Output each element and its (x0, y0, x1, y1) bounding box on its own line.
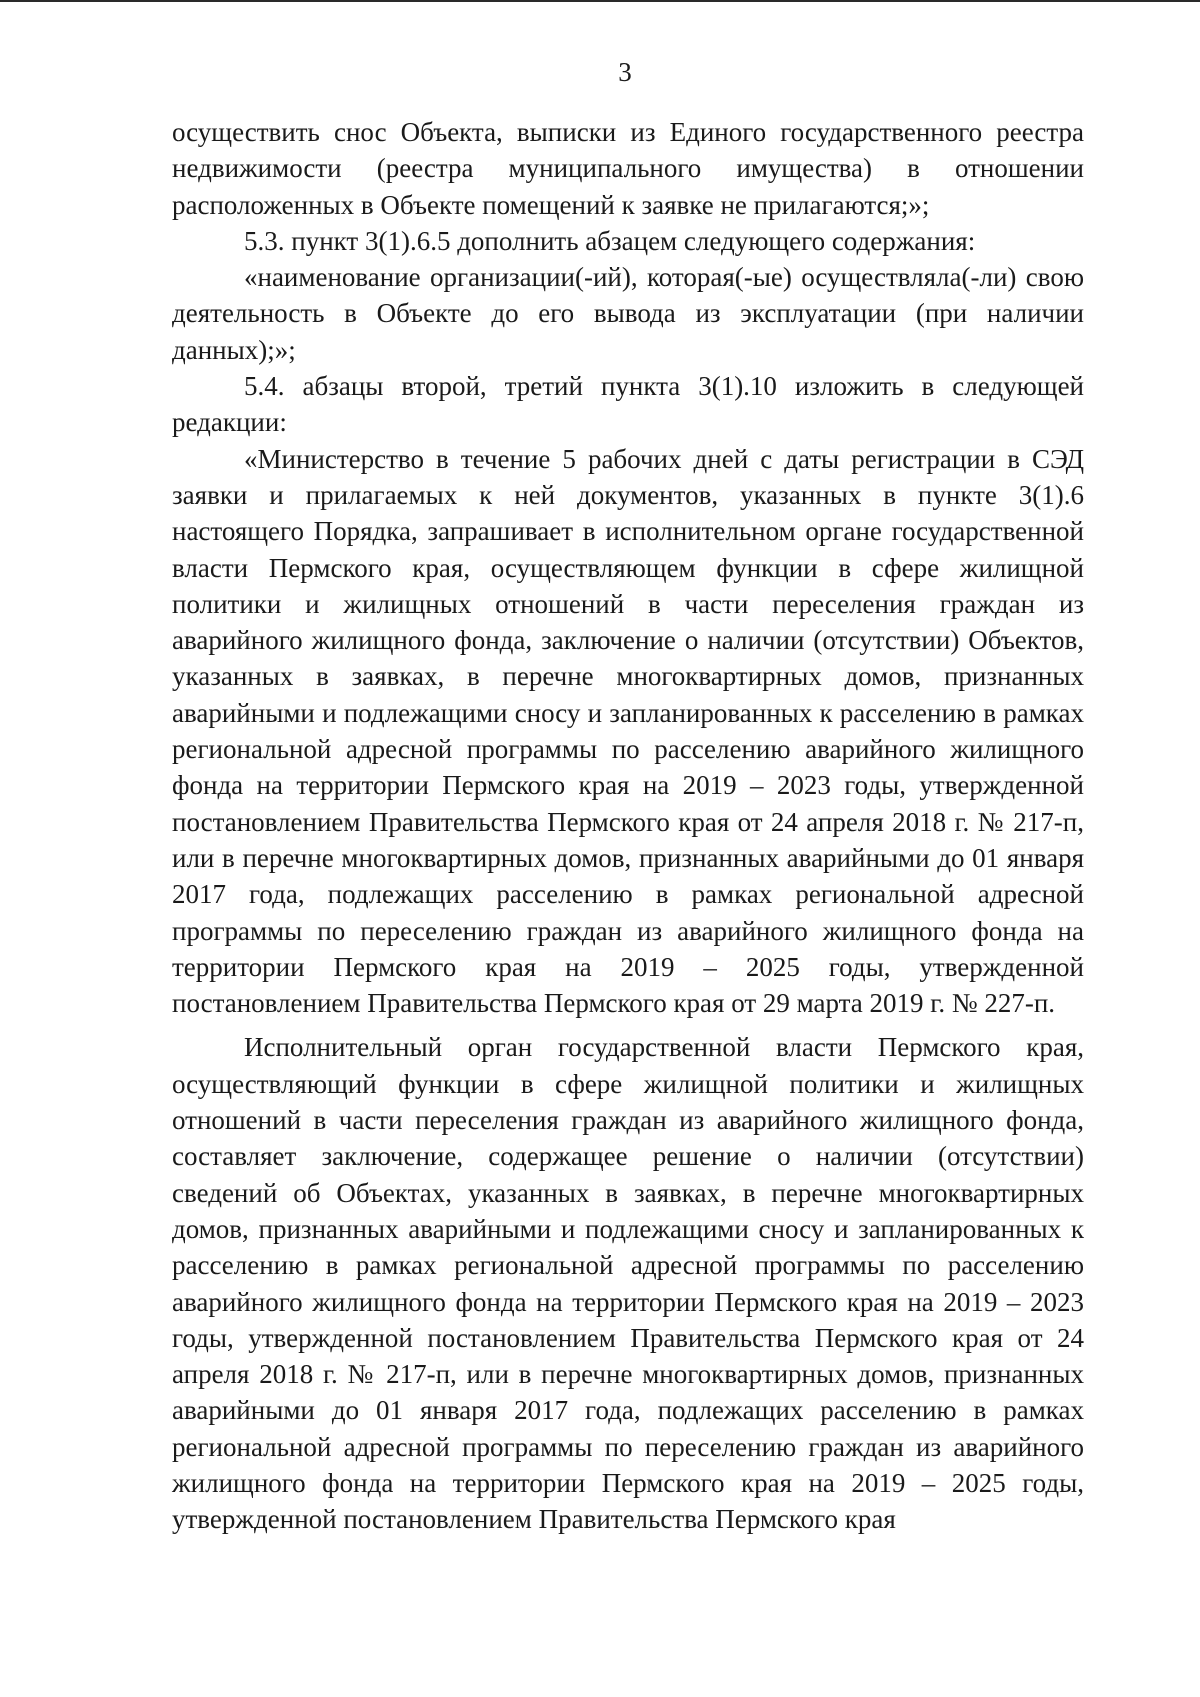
paragraph-continuation: осуществить снос Объекта, выписки из Единого государственного реестра недвижимости (реестра муниципального имущества) в отношении расположенных в Объекте помещений к заявке не прилагаются;»; (172, 117, 1084, 220)
paragraph-quote-ministry: «Министерство в течение 5 рабочих дней с даты регистрации в СЭД заявки и прилагаемых к ней документов, указанных в пункте 3(1).6 настоящего Порядка, запрашивает в исполнительном органе государственной власти Пермского края, осуществляющем функции в сфере жилищной политики и жилищных отношений в части переселения граждан из аварийного жилищного фонда, заключение о наличии (отсутствии) Объектов, указанных в заявках, в перечне многоквартирных домов, признанных аварийными и подлежащими сносу и запланированных к расселению в рамках региональной адресной программы по расселению аварийного жилищного фонда на территории Пермского края на 2019 – 2023 годы, утвержденной постановлением Правительства Пермского края от 24 апреля 2018 г. № 217-п, или в перечне многоквартирных домов, признанных аварийными до 01 января 2017 года, подлежащих расселению в рамках региональной адресной программы по переселению граждан из аварийного жилищного фонда на территории Пермского края на 2019 – 2025 годы, утвержденной постановлением Правительства Пермского края от 29 марта 2019 г. № 227-п. (172, 443, 1084, 1019)
paragraph-item-5-4: 5.4. абзацы второй, третий пункта 3(1).10 изложить в следующей редакции: (172, 371, 1084, 438)
paragraph-item-5-3: 5.3. пункт 3(1).6.5 дополнить абзацем следующего содержания: (244, 225, 976, 256)
paragraph-executive-body: Исполнительный орган государственной власти Пермского края, осуществляющий функции в сфере жилищной политики и жилищных отношений в части переселения граждан из аварийного жилищного фонда, составляет заключение, содержащее решение о наличии (отсутствии) сведений об Объектах, указанных в заявках, в перечне многоквартирных домов, признанных аварийными и подлежащими сносу и запланированных к расселению в рамках региональной адресной программы по расселению аварийного жилищного фонда на территории Пермского края на 2019 – 2023 годы, утвержденной постановлением Правительства Пермского края от 24 апреля 2018 г. № 217-п, или в перечне многоквартирных домов, признанных аварийными до 01 января 2017 года, подлежащих расселению в рамках региональной адресной программы по переселению граждан из аварийного жилищного фонда на территории Пермского края на 2019 – 2025 годы, утвержденной постановлением Правительства Пермского края (172, 1032, 1084, 1535)
scan-edge (0, 0, 1200, 2)
page-number: 3 (618, 57, 632, 87)
document-body (172, 114, 1084, 1538)
paragraph-quote-organization: «наименование организации(-ий), которая(-ые) осуществляла(-ли) свою деятельность в Объекте до его вывода из эксплуатации (при наличии данных);»; (172, 262, 1084, 365)
